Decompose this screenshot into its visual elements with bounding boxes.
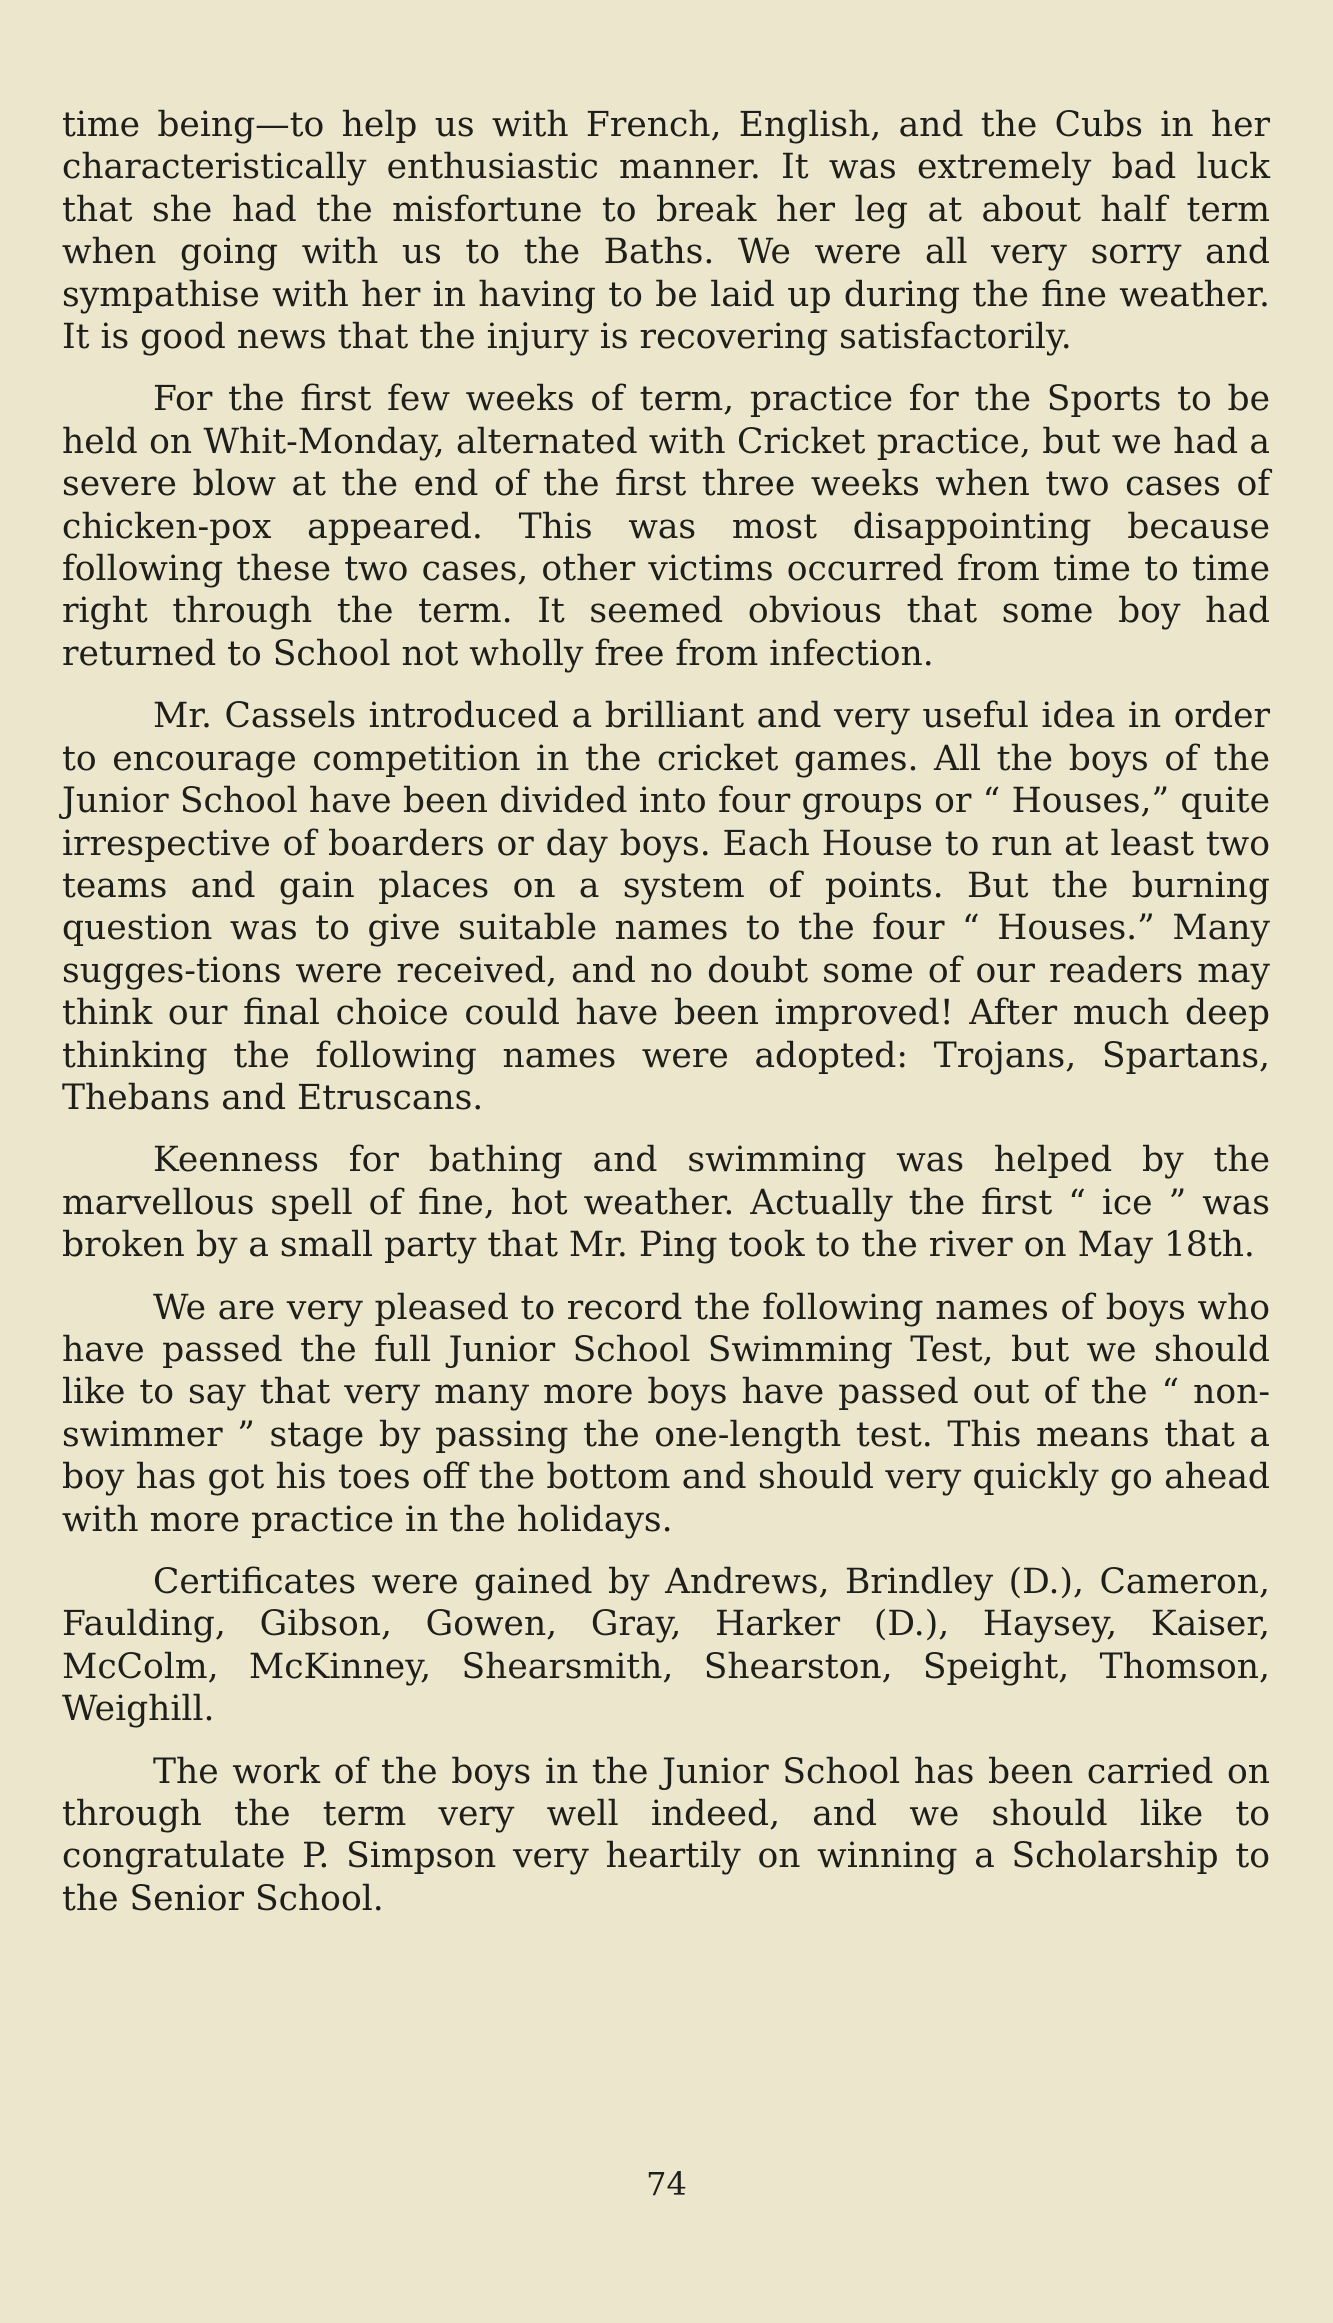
paragraph-continued: time being—to help us with French, English, and the Cubs in her characteristically enthusiastic manner. It was extremely bad luck that she had the misfortune to break her leg at about half term when going with us to the Baths. We were all very sorry and sympathise with her in having to be laid up during the fine weather. It is good news that the injury is recovering satisfactorily. [62, 105, 1270, 358]
paragraph-certificates: Certificates were gained by Andrews, Brindley (D.), Cameron, Faulding, Gibson, Gowen, Gray, Harker (D.), Haysey, Kaiser, McColm, McKinney, Shearsmith, Shearston, Speight, Thomson, Weighill. [62, 1562, 1270, 1730]
paragraph-houses: Mr. Cassels introduced a brilliant and very useful idea in order to encourage competition in the cricket games. All the boys of the Junior School have been divided into four groups or “ Houses,” quite irrespective of boarders or day boys. Each House to run at least two teams and gain places on a system of points. But the burning question was to give suitable names to the four “ Houses.” Many sugges-tions were received, and no doubt some of our readers may think our final choice could have been improved! After much deep thinking the following names were adopted: Trojans, Spartans, Thebans and Etruscans. [62, 696, 1270, 1118]
paragraph-scholarship: The work of the boys in the Junior School has been carried on through the term very well indeed, and we should like to congratulate P. Simpson very heartily on winning a Scholarship to the Senior School. [62, 1751, 1270, 1919]
body-text [62, 104, 1270, 1940]
paragraph-bathing: Keenness for bathing and swimming was helped by the marvellous spell of fine, hot weather. Actually the first “ ice ” was broken by a small party that Mr. Ping took to the river on May 18th. [62, 1140, 1270, 1266]
paragraph-chicken-pox: For the first few weeks of term, practice for the Sports to be held on Whit-Monday, alternated with Cricket practice, but we had a severe blow at the end of the first three weeks when two cases of chicken-pox appeared. This was most disappointing because following these two cases, other victims occurred from time to time right through the term. It seemed obvious that some boy had returned to School not wholly free from infection. [62, 379, 1270, 674]
paragraph-swimming-test: We are very pleased to record the following names of boys who have passed the full Junior School Swimming Test, but we should like to say that very many more boys have passed out of the “ non-swimmer ” stage by passing the one-length test. This means that a boy has got his toes off the bottom and should very quickly go ahead with more practice in the holidays. [62, 1287, 1270, 1540]
page-number: 74 [646, 2165, 687, 2203]
